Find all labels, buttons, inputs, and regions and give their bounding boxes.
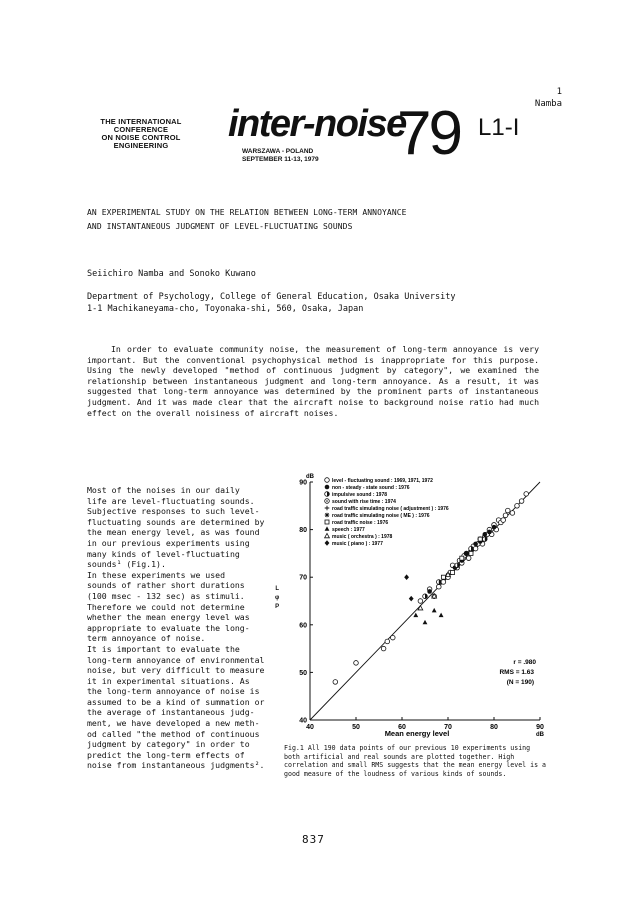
legend-label: road traffic simulating noise ( adjustment ) : 1976 (332, 506, 449, 512)
legend-label: impulsive sound : 1978 (332, 492, 388, 498)
title-line: AND INSTANTANEOUS JUDGMENT OF LEVEL-FLUCTUATING SOUNDS (87, 222, 353, 231)
body-line: appropriate to evaluate the long- (87, 622, 250, 633)
legend-label: sound with rise time : 1974 (332, 499, 396, 505)
body-line: sounds of rather short durations (87, 580, 245, 591)
data-point (473, 542, 478, 547)
body-line: noise from instantaneous judgments². (87, 760, 265, 771)
data-point (333, 680, 338, 685)
body-line: sounds¹ (Fig.1). (87, 559, 166, 570)
legend-marker (325, 533, 330, 537)
y-tick-label: 90 (299, 479, 307, 487)
page-number: 837 (302, 833, 325, 846)
body-line: (100 msec - 132 sec) as stimuli. (87, 590, 245, 601)
assoc-line: ON NOISE CONTROL (101, 133, 181, 142)
abstract (87, 344, 539, 418)
body-line: life are level-fluctuating sounds. (87, 495, 255, 506)
session-code: L1-I (478, 114, 520, 141)
legend-label: music ( piano ) : 1977 (332, 541, 383, 547)
x-axis-unit: dB (536, 732, 544, 738)
y-label-char: P (275, 604, 280, 610)
data-point (501, 518, 506, 523)
title-line: AN EXPERIMENTAL STUDY ON THE RELATION BETWEEN LONG-TERM ANNOYANCE (87, 208, 407, 217)
data-point (487, 530, 492, 535)
y-label-char: L (275, 586, 279, 592)
legend-label: music ( orchestra ) : 1978 (332, 534, 393, 540)
body-line: whether the mean energy level was (87, 612, 250, 623)
assoc-line: THE INTERNATIONAL (100, 117, 182, 126)
chart-legend (325, 478, 449, 547)
stat-label: RMS = 1.63 (499, 669, 534, 676)
data-point (439, 613, 444, 617)
body-line: noise, but very difficult to measure (87, 665, 265, 676)
data-point (441, 575, 445, 579)
stat-label: (N = 190) (506, 679, 534, 686)
body-line: In these experiments we used (87, 569, 226, 580)
y-axis-unit: dB (306, 474, 314, 480)
data-point (466, 556, 471, 561)
x-tick-label: 60 (398, 724, 406, 731)
data-point (437, 580, 442, 585)
data-point (460, 556, 464, 560)
data-point (381, 646, 386, 651)
legend-label: road traffic noise : 1976 (332, 520, 389, 526)
y-tick-label: 70 (299, 574, 307, 582)
x-tick-label: 50 (352, 724, 360, 731)
body-line: in our previous experiments using (87, 537, 250, 548)
data-point (515, 504, 520, 509)
x-axis-label: Mean energy level (384, 729, 450, 738)
legend-marker (325, 520, 329, 524)
conference-venue (242, 148, 319, 163)
data-point (483, 537, 488, 542)
data-point (404, 574, 409, 580)
y-tick-label: 80 (299, 527, 307, 535)
body-line: many kinds of level-fluctuating (87, 548, 240, 559)
data-point (524, 492, 529, 497)
data-point (469, 551, 473, 555)
data-point (469, 546, 474, 551)
body-line: ment, we have developed a new meth- (87, 718, 260, 729)
y-label-char: φ (275, 595, 280, 601)
body-line: It is important to evaluate the (87, 643, 240, 654)
data-point (510, 511, 515, 516)
body-line: Therefore we could not determine (87, 601, 245, 612)
body-line: long-term annoyance of environmental (87, 654, 265, 665)
data-point (483, 532, 488, 537)
fig1-scatter-chart (282, 468, 552, 740)
legend-marker (325, 513, 330, 518)
legend-marker (325, 506, 330, 511)
body-line: the mean energy level, as was found (87, 527, 260, 538)
legend-marker (325, 540, 330, 546)
data-point (385, 639, 390, 644)
legend-marker (325, 499, 330, 504)
legend-marker (325, 485, 330, 490)
legend-marker (325, 526, 330, 530)
data-point (413, 613, 418, 617)
data-point (391, 635, 396, 640)
data-point (473, 546, 478, 551)
data-point (492, 525, 497, 530)
data-point (455, 563, 460, 568)
x-tick-label: 70 (444, 724, 452, 731)
page-corner-author: Namba (534, 99, 562, 109)
y-tick-label: 40 (299, 717, 307, 725)
x-tick-label: 80 (490, 724, 498, 731)
page-corner-number: 1 (556, 87, 562, 97)
body-line: fluctuating sounds are determined by (87, 516, 265, 527)
paper-title (87, 206, 407, 234)
body-line: the average of instantaneous judg- (87, 707, 255, 718)
data-point (478, 537, 482, 541)
data-point (437, 584, 442, 589)
body-text (87, 485, 282, 771)
legend-label: non - steady - state sound : 1976 (332, 485, 410, 491)
assoc-line: ENGINEERING (113, 141, 169, 150)
data-point (409, 596, 414, 602)
legend-label: road traffic simulating noise ( ME ) : 1976 (332, 513, 430, 519)
assoc-line: CONFERENCE (113, 125, 169, 134)
abstract-text: In order to evaluate community noise, the measurement of long-term annoyance is very important. But the conventional psychophysical method is inappropriate for this purpose. Using the newly developed "method of continuous judgment by category", we examined the relationship between instantaneous judgment and long-term annoyance. As a result, it was suggested that long-term annoyance was determined by the prominent parts of instantaneous judgment. And it was made clear that the aircraft noise to background noise ratio had much effect on the overall noisiness of aircraft noises. (87, 344, 539, 418)
venue-line: WARSZAWA - POLAND (242, 148, 314, 155)
affiliation-line: Department of Psychology, College of General Education, Osaka University (87, 292, 456, 302)
y-tick-label: 50 (299, 669, 307, 677)
body-line: it in experimental situations. As (87, 675, 250, 686)
data-point (427, 589, 432, 594)
body-line: the long-term annoyance of noise is (87, 686, 260, 697)
author-affiliation (87, 292, 455, 315)
body-line: term annoyance of noise. (87, 633, 206, 644)
data-point (423, 594, 428, 599)
legend-marker (325, 492, 330, 497)
legend-label: speech : 1977 (332, 527, 365, 533)
y-axis-label (275, 585, 279, 612)
conference-logo: inter-noise (228, 103, 406, 145)
conference-year: 79 (397, 99, 460, 168)
x-tick-label: 90 (536, 724, 544, 731)
legend-marker-dot (326, 500, 328, 502)
paper-authors: Seiichiro Namba and Sonoko Kuwano (87, 269, 256, 279)
body-line: assumed to be a kind of summation or (87, 696, 265, 707)
body-line: od called "the method of continuous (87, 728, 260, 739)
data-point (464, 551, 469, 556)
venue-line: SEPTEMBER 11-13, 1979 (242, 155, 319, 163)
chart-stats (499, 659, 536, 686)
affiliation-line: 1-1 Machikaneyama-cho, Toyonaka-shi, 560, Osaka, Japan (87, 303, 364, 314)
data-point (423, 620, 428, 624)
stat-label: r = .980 (513, 659, 536, 666)
data-point (503, 513, 508, 518)
legend-marker (325, 478, 330, 483)
data-point (519, 499, 524, 504)
figure-caption: Fig.1 All 190 data points of our previous 10 experiments using both artificial and real sounds are plotted together. High correlation and small RMS suggests that the mean energy level is a good measure of the loudness of various kinds of sounds. (284, 744, 547, 778)
body-line: Most of the noises in our daily (87, 485, 240, 495)
y-tick-label: 60 (299, 622, 307, 630)
data-point (432, 608, 437, 612)
page-corner-label (535, 86, 562, 110)
body-line: predict the long-term effects of (87, 749, 245, 760)
data-point (354, 661, 359, 666)
data-point (451, 570, 455, 574)
x-tick-label: 40 (306, 724, 314, 731)
legend-label: level - fluctuating sound : 1969, 1971, 1972 (332, 478, 433, 484)
body-line: Subjective responses to such level- (87, 506, 260, 517)
conference-association (87, 118, 195, 150)
body-line: judgment by category" in order to (87, 739, 250, 750)
data-point (418, 599, 423, 604)
data-point (441, 580, 446, 585)
data-point (506, 508, 511, 513)
